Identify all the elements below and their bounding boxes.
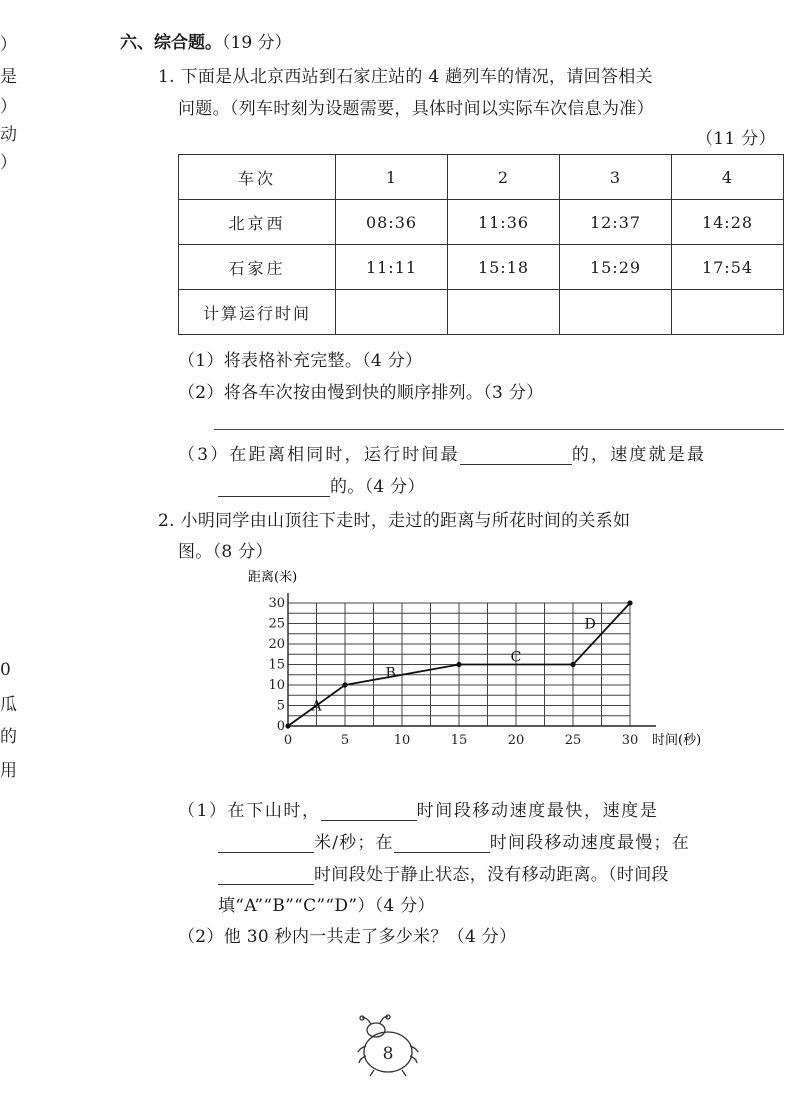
- table-cell: 石家庄: [179, 245, 336, 290]
- q2-sub1-line4: 填“A”“B”“C”“D”）（4 分）: [218, 896, 435, 916]
- section-title-text: 六、综合题。: [120, 33, 222, 53]
- y-tick-label: 0: [276, 719, 285, 734]
- x-tick-label: 5: [340, 733, 350, 748]
- table-cell: 14:28: [672, 200, 784, 245]
- y-tick-label: 10: [268, 678, 285, 693]
- q2-sub1-line2: [218, 828, 690, 853]
- margin-fragment: 动: [0, 125, 17, 145]
- q2-sub1-line1: [178, 796, 658, 821]
- segment-label: A: [311, 698, 322, 715]
- q2-sub1-text-a: （1）在下山时，: [178, 801, 321, 821]
- q1-sub2: （2）将各车次按由慢到快的顺序排列。（3 分）: [178, 383, 544, 403]
- table-cell: 计算运行时间: [179, 290, 336, 335]
- table-cell: 11:36: [448, 200, 560, 245]
- segment-label: C: [510, 649, 522, 666]
- q1-sub1: （1）将表格补充完整。（4 分）: [178, 351, 423, 371]
- table-cell: 1: [336, 155, 448, 200]
- answer-line[interactable]: [214, 429, 784, 430]
- margin-fragment: ）: [0, 153, 17, 173]
- q1-sub3-text-a: （3）在距离相同时，运行时间最: [178, 445, 460, 465]
- x-tick-label: 20: [507, 733, 525, 748]
- table-cell: 12:37: [560, 200, 672, 245]
- data-point: [285, 723, 290, 728]
- q1-line2: 问题。（列车时刻为设题需要，具体时间以实际车次信息为准）: [178, 99, 654, 119]
- q2-sub1-text-c: 米/秒；在: [314, 833, 394, 853]
- x-tick-label: 0: [283, 733, 293, 748]
- data-point: [342, 682, 347, 687]
- data-point: [627, 600, 632, 605]
- table-cell: 3: [560, 155, 672, 200]
- y-tick-label: 20: [268, 637, 285, 652]
- x-tick-label: 15: [450, 733, 468, 748]
- section-title: [120, 28, 292, 53]
- q2-sub1-text-e: 时间段处于静止状态，没有移动距离。（时间段: [314, 865, 669, 885]
- table-row: [179, 200, 784, 245]
- q1-sub3-text-b: 的，速度就是最: [571, 445, 707, 465]
- margin-fragment: 0: [0, 660, 11, 680]
- margin-fragment: ）: [0, 35, 17, 55]
- x-tick-label: 30: [621, 733, 639, 748]
- section-points: （19 分）: [222, 33, 292, 53]
- answer-cell[interactable]: [336, 290, 448, 335]
- q1-sub3-line1: [178, 440, 706, 465]
- margin-fragment: 瓜: [0, 695, 17, 715]
- table-cell: 08:36: [336, 200, 448, 245]
- data-point: [456, 662, 461, 667]
- y-tick-label: 25: [268, 616, 285, 632]
- q2-sub2: （2）他 30 秒内一共走了多少米？（4 分）: [178, 927, 517, 947]
- distance-time-chart: [240, 565, 730, 755]
- table-cell: 2: [448, 155, 560, 200]
- margin-fragment: 用: [0, 761, 17, 781]
- q2-sub1-text-d: 时间段移动速度最慢；在: [489, 833, 690, 853]
- q2-sub1-line3: [218, 860, 669, 885]
- margin-fragment: 的: [0, 727, 17, 747]
- table-header-row: [179, 155, 784, 200]
- data-point: [570, 662, 575, 667]
- q2-line1: 2. 小明同学由山顶往下走时，走过的距离与所花时间的关系如: [158, 511, 631, 531]
- y-tick-label: 5: [276, 698, 285, 714]
- chart-ylabel: 距离(米): [248, 570, 298, 585]
- answer-cell[interactable]: [560, 290, 672, 335]
- table-cell: 北京西: [179, 200, 336, 245]
- y-tick-label: 30: [268, 596, 285, 611]
- x-tick-label: 25: [564, 733, 582, 748]
- q2-sub1-text-b: 时间段移动速度最快，速度是: [416, 801, 659, 821]
- margin-fragment: ）: [0, 97, 17, 117]
- segment-label: B: [385, 665, 396, 682]
- margin-fragment: 是: [0, 67, 17, 87]
- answer-cell[interactable]: [672, 290, 784, 335]
- table-cell: 15:29: [560, 245, 672, 290]
- table-cell: 11:11: [336, 245, 448, 290]
- table-cell: 17:54: [672, 245, 784, 290]
- answer-cell[interactable]: [448, 290, 560, 335]
- q2-line2: 图。（8 分）: [178, 542, 273, 562]
- answer-blank[interactable]: [394, 833, 490, 853]
- answer-blank[interactable]: [321, 801, 417, 821]
- x-tick-label: 10: [393, 733, 411, 748]
- answer-blank[interactable]: [218, 833, 314, 853]
- q1-sub3-line2: [218, 472, 425, 497]
- page-number: 8: [382, 1044, 394, 1064]
- table-row: [179, 245, 784, 290]
- segment-label: D: [584, 616, 596, 633]
- table-cell: 车次: [179, 155, 336, 200]
- page-number-badge: [340, 1012, 440, 1082]
- answer-blank[interactable]: [218, 477, 330, 497]
- train-timetable: [178, 154, 784, 335]
- y-tick-label: 15: [268, 657, 285, 673]
- q1-line1: 1. 下面是从北京西站到石家庄站的 4 趟列车的情况，请回答相关: [158, 67, 653, 87]
- q1-sub3-text-c: 的。（4 分）: [330, 477, 425, 497]
- chart-xlabel: 时间(秒): [652, 733, 702, 748]
- table-row: [179, 290, 784, 335]
- answer-blank[interactable]: [218, 865, 314, 885]
- chart-ticks: [268, 596, 638, 748]
- q1-points: （11 分）: [696, 129, 776, 149]
- answer-blank[interactable]: [460, 445, 572, 465]
- table-cell: 4: [672, 155, 784, 200]
- table-cell: 15:18: [448, 245, 560, 290]
